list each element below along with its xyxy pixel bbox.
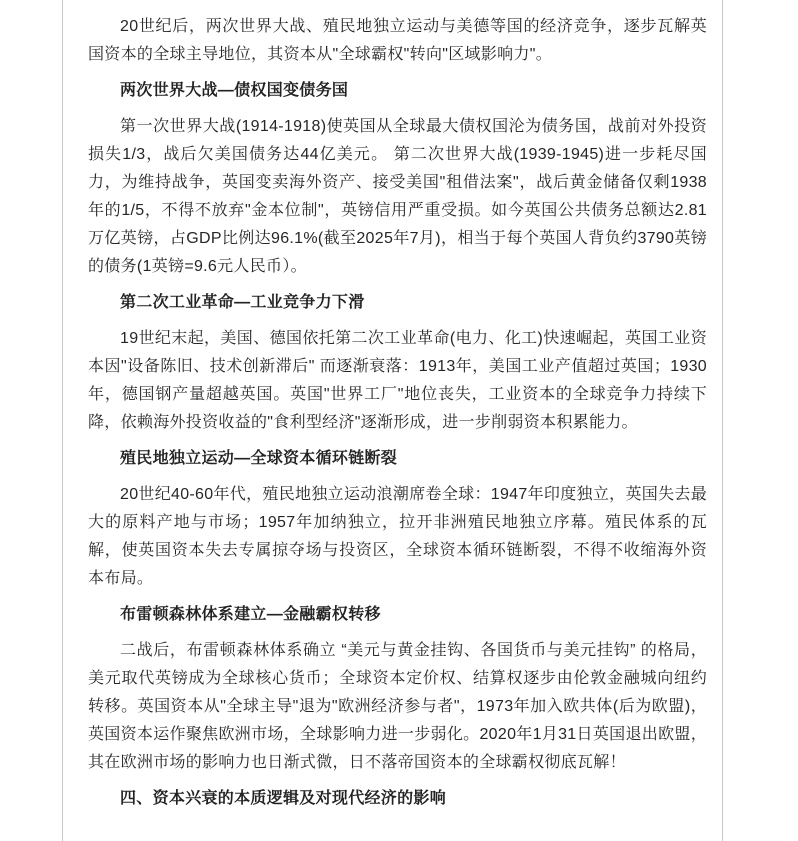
paragraph-colonial-independence: 20世纪40-60年代，殖民地独立运动浪潮席卷全球：1947年印度独立，英国失去最大的原料产地与市场；1957年加纳独立，拉开非洲殖民地独立序幕。殖民体系的瓦解，使英国资本失去专属掠夺场与投资区，全球资本循环链断裂，不得不收缩海外资本布局。: [88, 486, 707, 587]
section-heading-bretton-woods: 布雷顿森林体系建立—金融霸权转移: [120, 606, 381, 623]
paragraph-bretton-woods: 二战后，布雷顿森林体系确立 “美元与黄金挂钩、各国货币与美元挂钩” 的格局，美元取代英镑成为全球核心货币；全球资本定价权、结算权逐步由伦敦金融城向纽约转移。英国资本从"全球主导"退为"欧洲经济参与者"，1973年加入欧共体(后为欧盟)，英国资本运作聚焦欧洲市场，全球影响力进一步弱化。2020年1月31日英国退出欧盟，其在欧洲市场的影响力也日渐式微，日不落帝国资本的全球霸权彻底瓦解！: [88, 642, 707, 771]
paragraph-industrial-revolution: 19世纪末起，美国、德国依托第二次工业革命(电力、化工)快速崛起，英国工业资本因"设备陈旧、技术创新滞后" 而逐渐衰落：1913年，美国工业产值超过英国；1930年，德国钢产量超越英国。英国"世界工厂"地位丧失，工业资本的全球竞争力持续下降，依赖海外投资收益的"食利型经济"逐渐形成，进一步削弱资本积累能力。: [88, 330, 707, 431]
paragraph-world-wars: 第一次世界大战(1914-1918)使英国从全球最大债权国沦为债务国，战前对外投资损失1/3，战后欠美国债务达44亿美元。 第二次世界大战(1939-1945)进一步耗尽国力，为维持战争，英国变卖海外资产、接受美国"租借法案"，战后黄金储备仅剩1938年的1/5，不得不放弃"金本位制"，英镑信用严重受损。如今英国公共债务总额达2.81万亿英镑，占GDP比例达96.1%(截至2025年7月)，相当于每个英国人背负约3790英镑的债务(1英镑=9.6元人民币）。: [88, 118, 707, 275]
section-heading-world-wars: 两次世界大战—债权国变债务国: [120, 82, 349, 99]
article-content-column: [62, 0, 723, 841]
section-heading-industrial-revolution: 第二次工业革命—工业竞争力下滑: [120, 294, 365, 311]
section-heading-part-four: 四、资本兴衰的本质逻辑及对现代经济的影响: [120, 790, 447, 807]
section-heading-colonial-independence: 殖民地独立运动—全球资本循环链断裂: [120, 450, 398, 467]
paragraph-intro: 20世纪后，两次世界大战、殖民地独立运动与美德等国的经济竞争，逐步瓦解英国资本的全球主导地位，其资本从"全球霸权"转向"区域影响力"。: [88, 18, 707, 63]
